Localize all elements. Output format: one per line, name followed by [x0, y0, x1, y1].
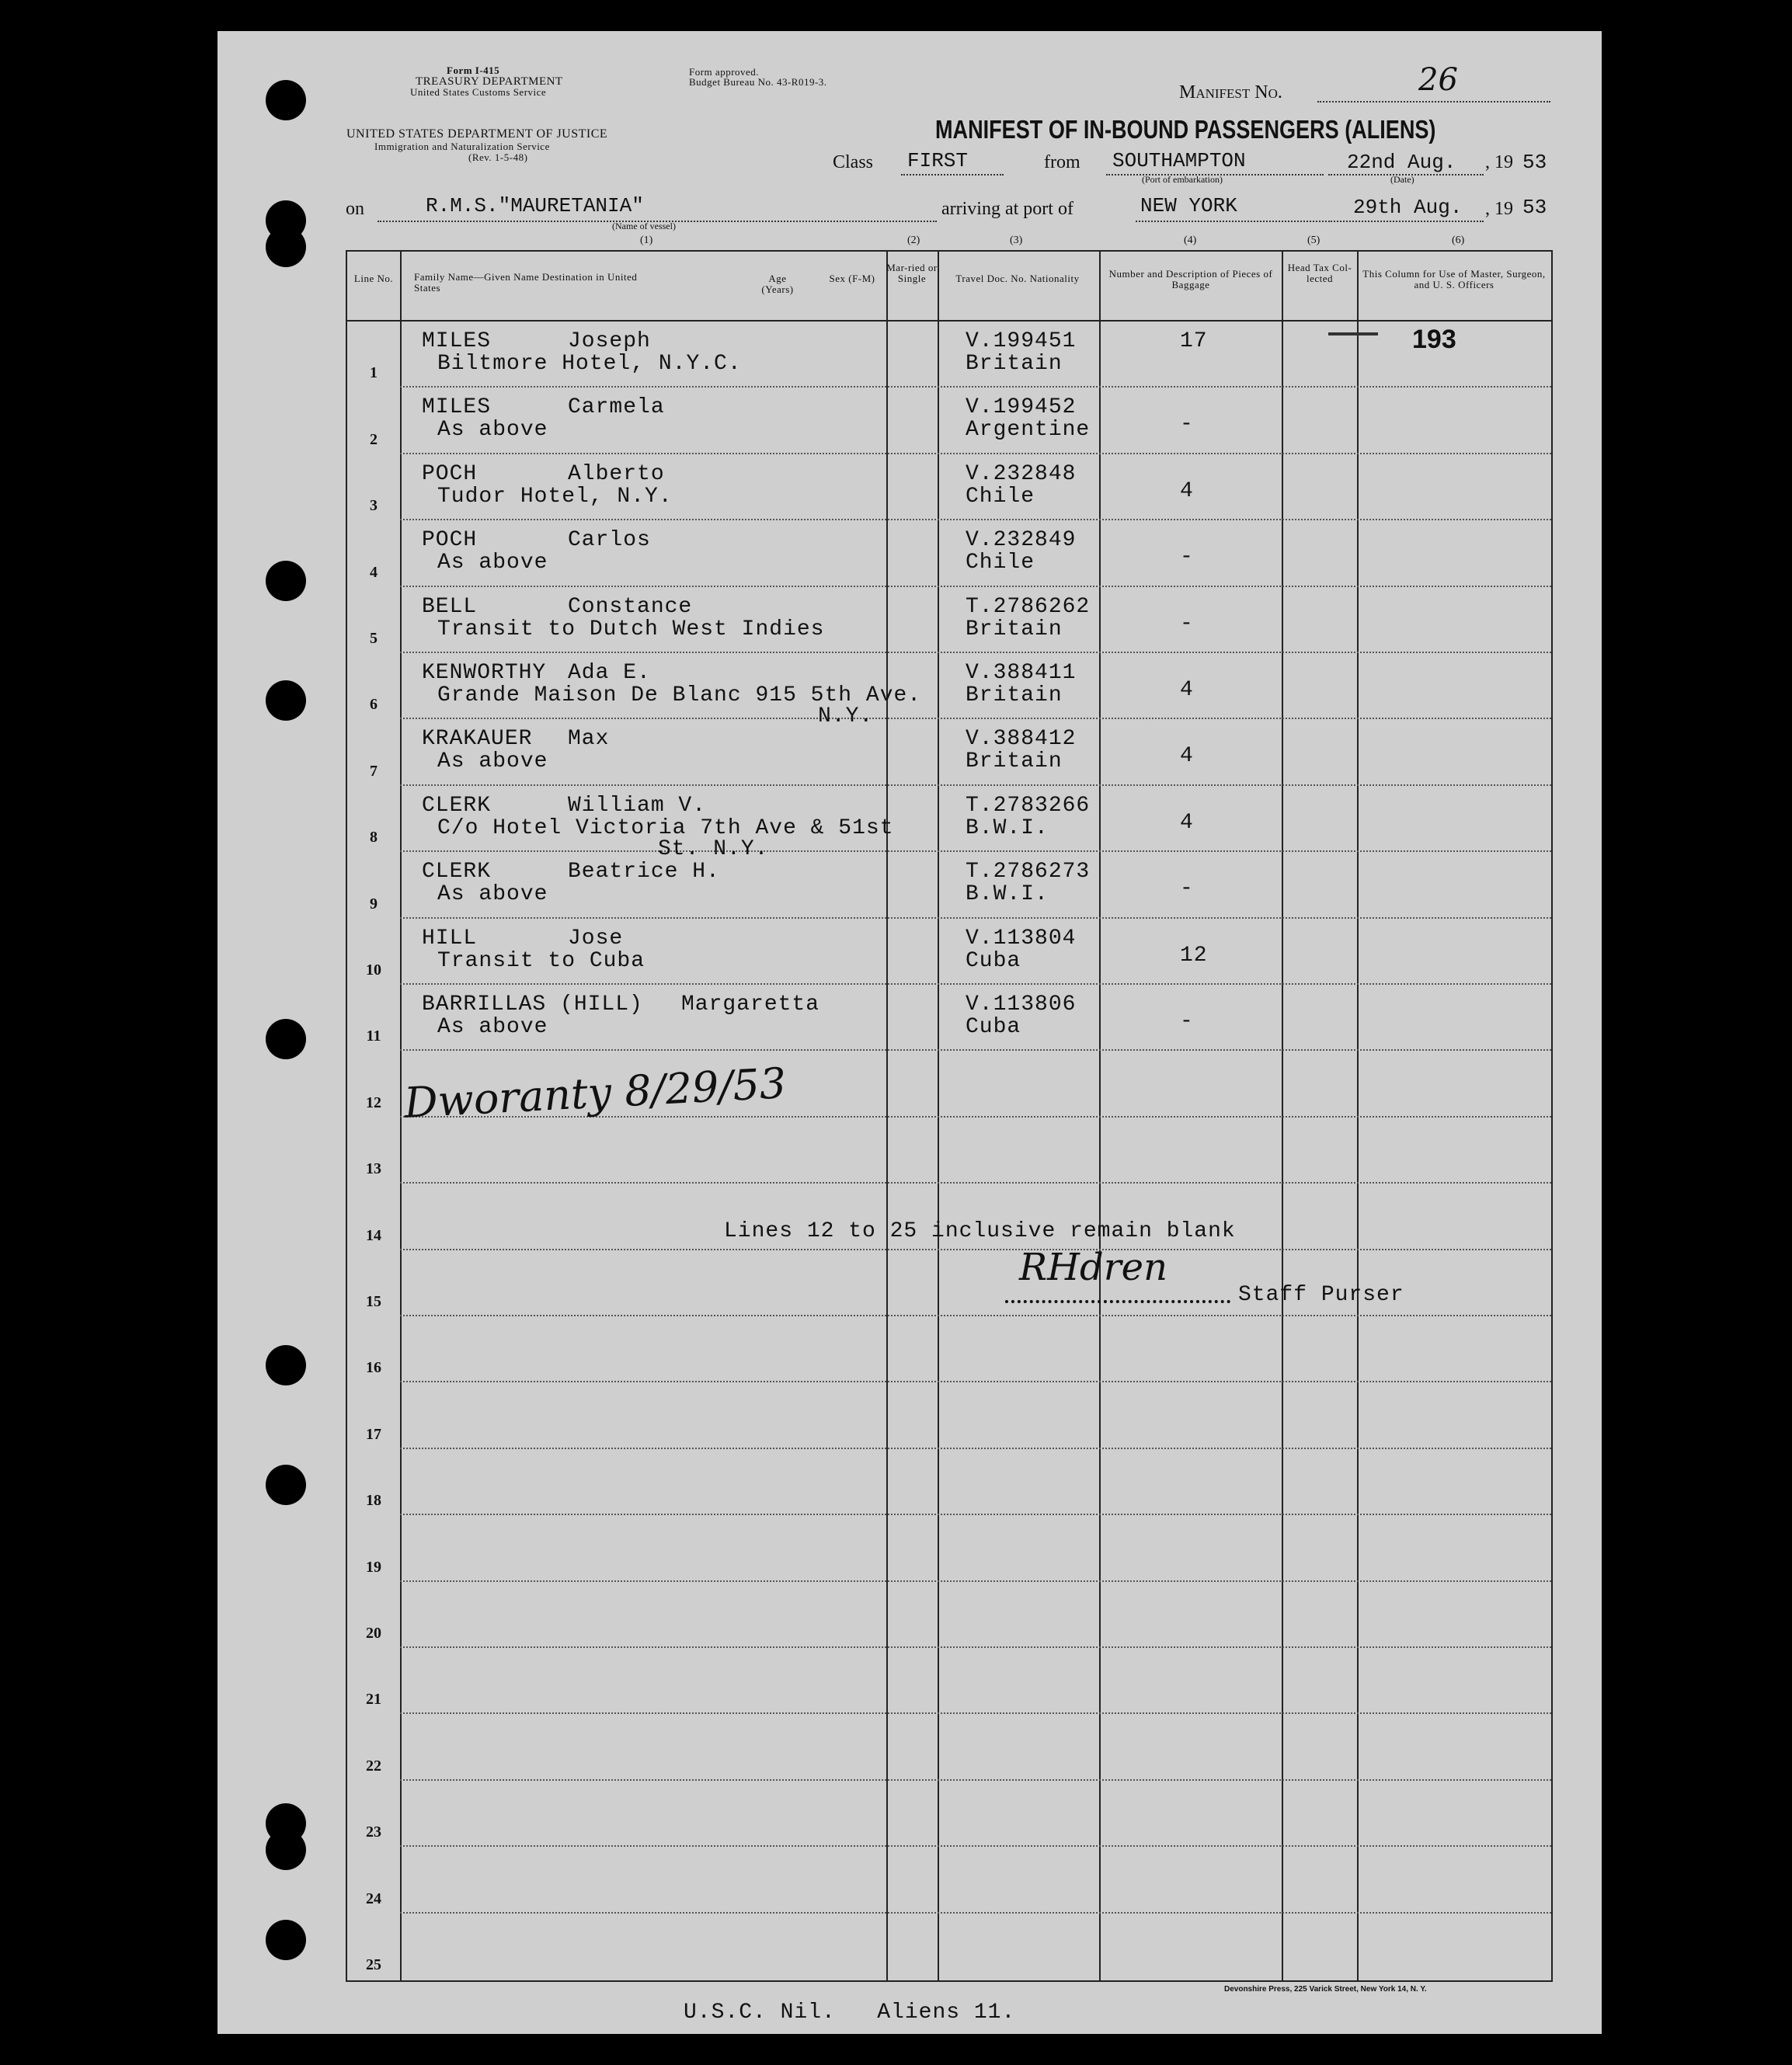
line-number: 24: [366, 1889, 381, 1907]
travel-doc-no: T.2783266: [966, 793, 1091, 818]
destination: As above: [437, 418, 548, 443]
baggage-count: -: [1180, 1010, 1194, 1034]
binder-hole: [266, 1465, 306, 1505]
family-name: KRAKAUER: [422, 727, 533, 752]
row-divider: [400, 1845, 1551, 1847]
line-number: 2: [370, 430, 378, 448]
row-divider: [400, 1912, 1551, 1914]
binder-hole: [266, 1920, 306, 1960]
line-number: 16: [366, 1359, 381, 1377]
travel-doc-no: V.388412: [966, 727, 1077, 752]
row-divider: [400, 917, 1551, 919]
row-divider: [400, 586, 1551, 587]
family-name: BARRILLAS (HILL): [422, 993, 643, 1017]
baggage-count: -: [1180, 545, 1194, 570]
row-divider: [400, 386, 1551, 388]
destination: As above: [437, 882, 548, 907]
from-label: from: [1044, 152, 1080, 172]
departure-date: 22nd Aug.: [1347, 151, 1456, 174]
family-name: CLERK: [422, 860, 492, 885]
printer-imprint: Devonshire Press, 225 Varick Street, New York 14, N. Y.: [1224, 1985, 1427, 1994]
given-name: Constance: [568, 594, 693, 619]
departure-year: 53: [1522, 151, 1547, 174]
baggage-count: 4: [1180, 478, 1194, 503]
arrival-date: 29th Aug.: [1353, 196, 1463, 219]
family-name: BELL: [422, 594, 478, 619]
given-name: Alberto: [568, 461, 665, 486]
destination: As above: [437, 1015, 548, 1039]
row-divider: [400, 718, 1551, 719]
arrival-year-prefix: , 19: [1485, 199, 1513, 219]
nationality: Cuba: [966, 1015, 1021, 1039]
row-divider: [400, 519, 1551, 520]
row-divider: [400, 1448, 1551, 1449]
travel-doc-no: V.113806: [966, 993, 1077, 1017]
nationality: Chile: [966, 551, 1035, 575]
nationality: Cuba: [966, 948, 1021, 973]
given-name: Carlos: [568, 528, 651, 553]
travel-doc-no: V.232848: [966, 461, 1077, 486]
given-name: Ada E.: [568, 661, 651, 685]
line-number: 18: [366, 1492, 381, 1510]
column-number: (3): [1010, 235, 1023, 246]
ins-title: Immigration and Naturalization Service: [374, 141, 550, 152]
header-married: Mar-ried or Single: [886, 262, 938, 284]
officer-mark: 193: [1412, 325, 1456, 354]
column-number: (5): [1307, 235, 1321, 246]
row-divider: [400, 784, 1551, 786]
line-number: 9: [370, 895, 378, 913]
column-number: (4): [1184, 235, 1197, 246]
destination: Transit to Cuba: [437, 948, 645, 973]
travel-doc-no: V.232849: [966, 528, 1077, 553]
family-name: MILES: [422, 395, 492, 420]
baggage-count: 17: [1180, 329, 1208, 353]
travel-doc-no: V.113804: [966, 926, 1077, 951]
destination: As above: [437, 551, 548, 575]
manifest-label: Manifest No.: [1179, 82, 1282, 103]
arriving-label: arriving at port of: [941, 199, 1073, 219]
customs-service: United States Customs Service: [410, 86, 547, 98]
purser-label: Staff Purser: [1238, 1283, 1404, 1307]
column-number: (1): [640, 235, 653, 246]
family-name: HILL: [422, 926, 478, 951]
port-caption: (Port of embarkation): [1142, 174, 1223, 185]
baggage-count: -: [1180, 611, 1194, 636]
line-number: 21: [366, 1691, 381, 1709]
purser-signature: RHdren: [1019, 1246, 1167, 1289]
header-baggage: Number and Description of Pieces of Baggage: [1108, 268, 1273, 290]
family-name: POCH: [422, 461, 478, 486]
destination: Grande Maison De Blanc 915 5th Ave.: [437, 683, 922, 707]
binder-hole: [266, 1345, 306, 1385]
line-number: 22: [366, 1757, 381, 1775]
budget-bureau: Budget Bureau No. 43-R019-3.: [689, 76, 827, 88]
given-name: Margaretta: [681, 993, 820, 1017]
row-divider: [400, 652, 1551, 653]
nationality: Argentine: [966, 418, 1091, 443]
row-divider: [400, 850, 1551, 852]
line-number: 4: [370, 563, 378, 581]
header-head-tax: Head Tax Col-lected: [1287, 262, 1352, 284]
binder-hole: [266, 200, 306, 241]
nationality: Chile: [966, 484, 1035, 509]
baggage-count: 4: [1180, 744, 1194, 769]
header-travel-doc: Travel Doc. No. Nationality: [955, 273, 1080, 284]
remain-blank-note: Lines 12 to 25 inclusive remain blank: [724, 1219, 1236, 1243]
line-number: 14: [366, 1226, 381, 1244]
footer-summary: U.S.C. Nil. Aliens 11.: [684, 2001, 1016, 2025]
nationality: B.W.I.: [966, 882, 1049, 907]
baggage-count: 4: [1180, 678, 1194, 702]
given-name: William V.: [568, 793, 707, 818]
treasury-dept: TREASURY DEPARTMENT: [416, 75, 563, 88]
row-divider: [400, 1315, 1551, 1316]
binder-hole: [266, 1019, 306, 1059]
line-number: 5: [370, 630, 378, 647]
manifest-number: 26: [1418, 62, 1458, 98]
destination: Transit to Dutch West Indies: [437, 617, 825, 641]
column-number: (2): [907, 235, 920, 246]
arrival-year: 53: [1522, 196, 1547, 219]
line-number: 6: [370, 696, 378, 714]
line-number: 3: [370, 497, 378, 515]
family-name: KENWORTHY: [422, 661, 547, 685]
nationality: Britain: [966, 749, 1063, 774]
baggage-count: 4: [1180, 810, 1194, 835]
given-name: Max: [568, 727, 610, 752]
nationality: Britain: [966, 683, 1063, 707]
form-number: Form I-415: [447, 64, 500, 76]
destination-cont: N.Y.: [818, 704, 874, 728]
header-officers: This Column for Use of Master, Surgeon, and U. S. Officers: [1362, 268, 1546, 290]
head-tax-mark: [1328, 332, 1378, 335]
binder-hole: [266, 80, 306, 120]
vessel-caption: (Name of vessel): [612, 221, 676, 231]
nationality: Britain: [966, 352, 1063, 376]
given-name: Carmela: [568, 395, 665, 420]
embarkation-port: SOUTHAMPTON: [1112, 149, 1246, 172]
row-divider: [400, 1381, 1551, 1382]
line-number: 12: [366, 1093, 381, 1111]
travel-doc-no: T.2786262: [966, 594, 1091, 619]
row-divider: [400, 453, 1551, 454]
line-number: 17: [366, 1425, 381, 1443]
manifest-title: MANIFEST OF IN-BOUND PASSENGERS (ALIENS): [935, 115, 1436, 144]
line-number: 10: [366, 961, 381, 979]
row-divider: [400, 1580, 1551, 1582]
purser-dots: [1005, 1300, 1230, 1303]
binder-hole: [266, 680, 306, 721]
line-number: 19: [366, 1558, 381, 1576]
line-number: 11: [366, 1027, 381, 1045]
on-label: on: [346, 199, 364, 219]
vessel-name: R.M.S."MAURETANIA": [426, 194, 644, 217]
line-number: 23: [366, 1823, 381, 1841]
family-name: CLERK: [422, 793, 492, 818]
destination: Biltmore Hotel, N.Y.C.: [437, 352, 742, 376]
baggage-count: -: [1180, 877, 1194, 902]
line-number: 7: [370, 762, 378, 780]
destination: C/o Hotel Victoria 7th Ave & 51st: [437, 815, 894, 840]
doj-title: UNITED STATES DEPARTMENT OF JUSTICE: [346, 127, 608, 141]
row-divider: [400, 1712, 1551, 1714]
nationality: B.W.I.: [966, 815, 1049, 840]
family-name: POCH: [422, 528, 478, 553]
row-divider: [400, 1779, 1551, 1781]
header-age: Age (Years): [761, 273, 794, 295]
line-number: 8: [370, 829, 378, 847]
line-number: 20: [366, 1625, 381, 1642]
line-number: 13: [366, 1160, 381, 1178]
destination: Tudor Hotel, N.Y.: [437, 484, 673, 509]
class-value: FIRST: [907, 149, 969, 172]
family-name: MILES: [422, 329, 492, 353]
class-label: Class: [833, 152, 874, 172]
inspector-signature: Dworanty 8/29/53: [402, 1059, 788, 1128]
header-line-no: Line No.: [353, 273, 394, 284]
row-divider: [400, 1514, 1551, 1515]
given-name: Joseph: [568, 329, 651, 353]
given-name: Jose: [568, 926, 624, 951]
column-number: (6): [1452, 235, 1465, 246]
row-divider: [400, 1182, 1551, 1184]
binder-hole: [266, 561, 306, 601]
nationality: Britain: [966, 617, 1063, 641]
row-divider: [400, 983, 1551, 985]
approval-line: Form approved.: [689, 66, 760, 78]
travel-doc-no: T.2786273: [966, 860, 1091, 885]
baggage-count: -: [1180, 412, 1194, 437]
date-caption: (Date): [1390, 174, 1414, 185]
row-divider: [400, 1249, 1551, 1250]
destination: As above: [437, 749, 548, 774]
travel-doc-no: V.199451: [966, 329, 1077, 353]
line-number: 1: [370, 364, 378, 382]
line-number: 25: [366, 1956, 381, 1973]
arrival-port: NEW YORK: [1140, 194, 1237, 217]
destination-cont: St. N.Y.: [658, 836, 769, 861]
row-divider: [400, 1049, 1551, 1051]
travel-doc-no: V.199452: [966, 395, 1077, 420]
given-name: Beatrice H.: [568, 860, 720, 885]
row-divider: [400, 1646, 1551, 1648]
departure-year-prefix: , 19: [1485, 152, 1513, 172]
header-name: Family Name—Given Name Destination in United States: [414, 271, 638, 294]
line-number: 15: [366, 1293, 381, 1310]
binder-hole: [266, 1803, 306, 1844]
travel-doc-no: V.388411: [966, 661, 1077, 685]
revision: (Rev. 1-5-48): [468, 151, 528, 163]
header-sex: Sex (F-M): [829, 273, 875, 284]
baggage-count: 12: [1180, 943, 1208, 968]
